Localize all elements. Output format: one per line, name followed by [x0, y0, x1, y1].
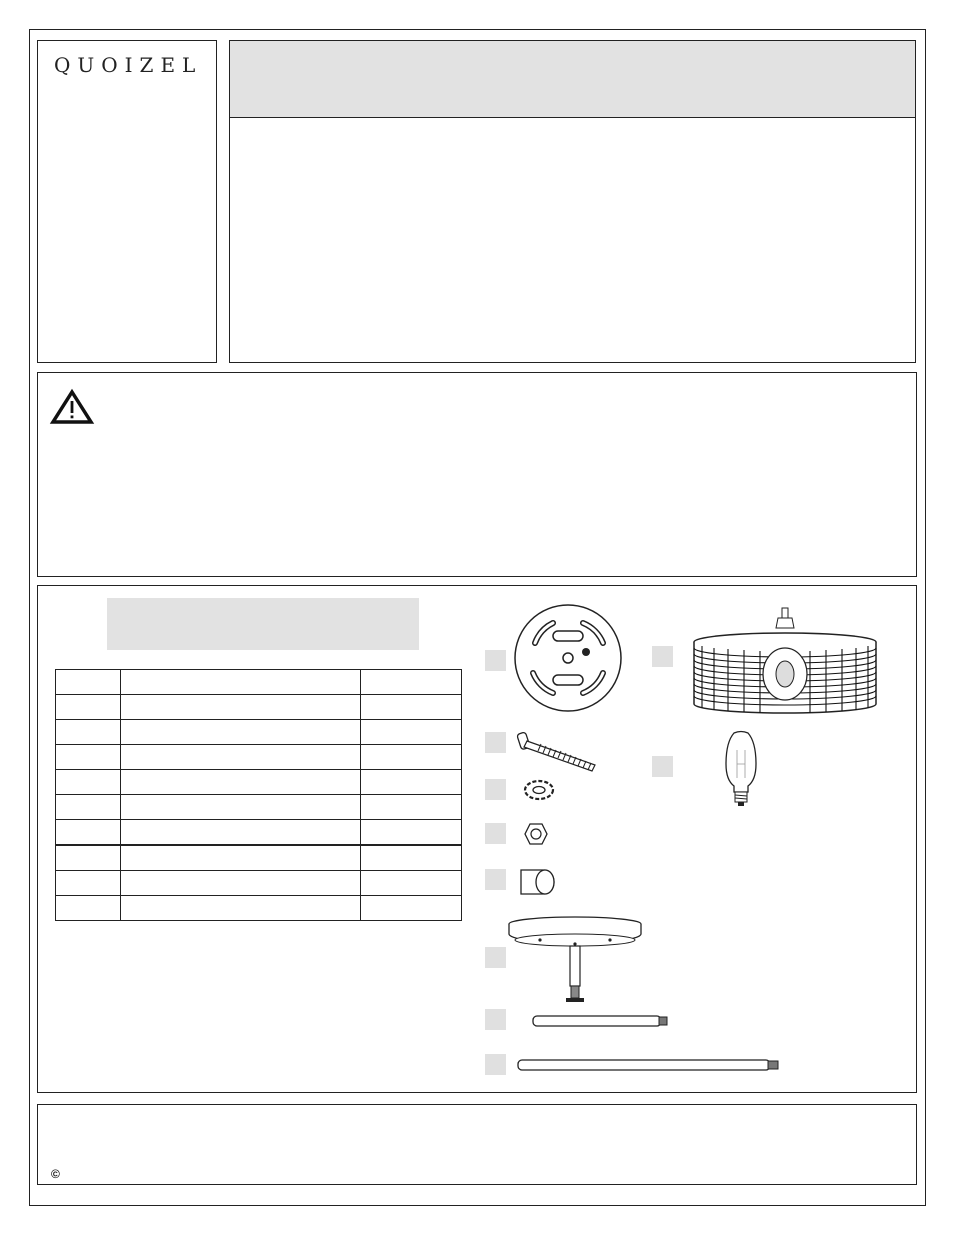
hex-nut-image — [524, 822, 548, 846]
part-key-box — [485, 823, 506, 844]
finial-cap-image — [519, 866, 559, 896]
long-stem-image — [516, 1057, 782, 1073]
brand-logo: QUOIZEL — [54, 53, 203, 77]
warning-panel — [37, 372, 917, 577]
table-row — [56, 720, 462, 745]
table-row — [56, 695, 462, 720]
lock-washer-image — [523, 779, 555, 801]
title-band — [230, 41, 915, 118]
table-row — [56, 845, 462, 871]
table-row — [56, 896, 462, 921]
parts-title-band — [107, 598, 419, 650]
threaded-bolt-image — [517, 729, 599, 777]
table-row — [56, 745, 462, 770]
table-row — [56, 795, 462, 820]
table-row — [56, 770, 462, 795]
parts-table — [55, 669, 462, 921]
edison-bulb-image — [724, 730, 758, 808]
table-row — [56, 871, 462, 896]
part-key-box — [485, 869, 506, 890]
footer-panel — [37, 1104, 917, 1185]
part-key-box — [485, 1009, 506, 1030]
part-key-box — [485, 947, 506, 968]
table-row — [56, 820, 462, 846]
parts-panel — [37, 585, 917, 1093]
fixture-cage-image — [692, 608, 878, 720]
part-key-box — [485, 732, 506, 753]
copyright-symbol: © — [51, 1167, 60, 1181]
short-stem-image — [531, 1013, 671, 1029]
part-key-box — [652, 756, 673, 777]
table-row — [56, 670, 462, 695]
part-key-box — [485, 1054, 506, 1075]
part-key-box — [652, 646, 673, 667]
part-key-box — [485, 779, 506, 800]
part-key-box — [485, 650, 506, 671]
logo-panel — [37, 40, 217, 363]
canopy-image — [508, 916, 648, 1006]
warning-triangle-icon — [51, 390, 93, 424]
crossbar-plate-image — [513, 603, 623, 713]
title-panel — [229, 40, 916, 363]
